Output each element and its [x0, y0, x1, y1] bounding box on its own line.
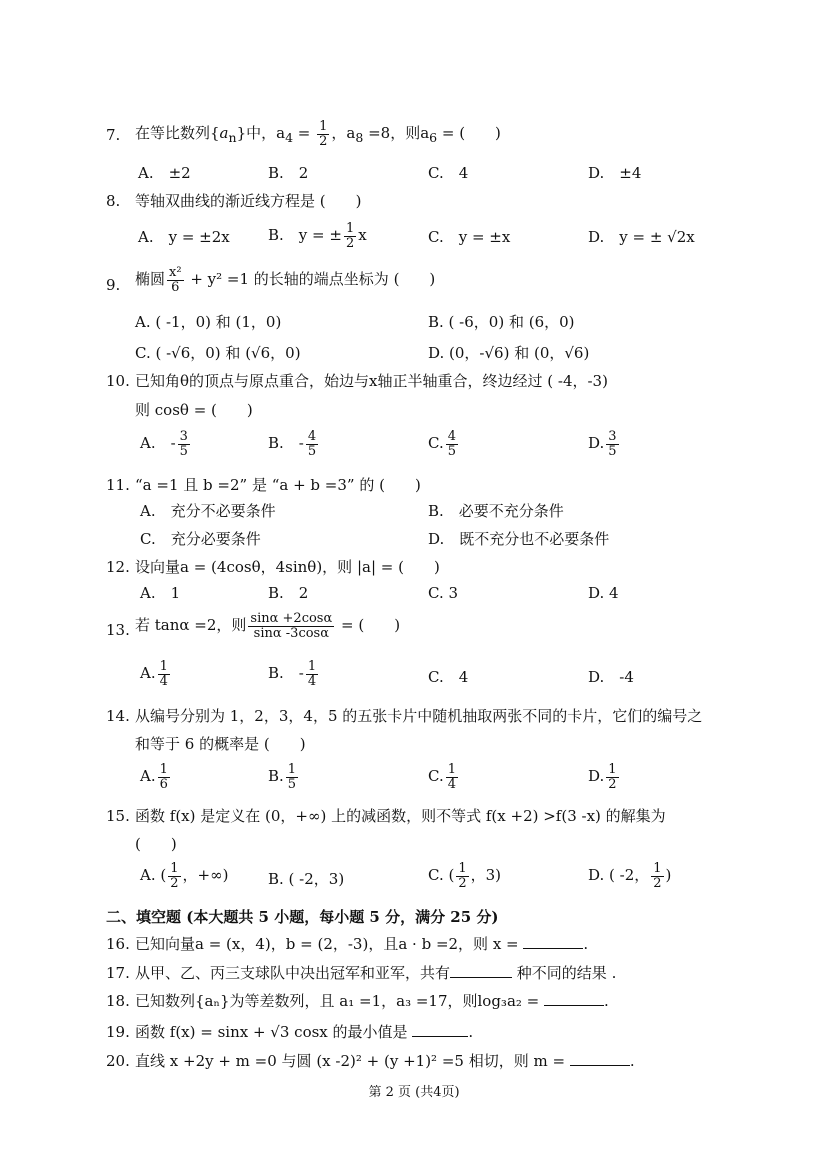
q11-option-a[interactable]: A. 充分不必要条件 [140, 502, 276, 520]
q9-option-b[interactable]: B. ( -6，0) 和 (6，0) [428, 313, 575, 331]
q7-option-c[interactable]: C. 4 [428, 164, 469, 182]
q11-number: 11. [106, 476, 130, 494]
page-footer: 第 2 页 (共4页) [368, 1085, 460, 1100]
q9-option-d[interactable]: D. (0，-√6) 和 (0，√6) [428, 344, 590, 362]
q18-answer-blank[interactable] [544, 1004, 604, 1006]
q13-stem: 若 tanα =2，则 $\frac{\sin\alpha +2\cos\alpha}{\sin\alpha -3\cos\alpha}$ = ( ) [135, 611, 401, 641]
q14-stem-line2: 和等于 6 的概率是 ( ) [135, 735, 306, 753]
q12-option-a[interactable]: A. 1 [140, 584, 181, 602]
q12-number: 12. [106, 558, 130, 576]
q20-stem: 直线 x +2y + m =0 与圆 (x -2)² + (y +1)² =5 相切，则 m = . [135, 1052, 635, 1070]
q15-option-a[interactable]: A. ( $\frac{1}{2}$ ，+∞) [140, 861, 229, 891]
q12-stem: 设向量a = (4cosθ，4sinθ)，则 |a| = ( ) [135, 558, 440, 576]
q11-option-b[interactable]: B. 必要不充分条件 [428, 502, 564, 520]
q16-answer-blank[interactable] [523, 947, 583, 949]
q8-stem: 等轴双曲线的渐近线方程是 ( ) [135, 192, 362, 210]
q14-number: 14. [106, 707, 130, 725]
q13-option-d[interactable]: D. -4 [588, 668, 634, 686]
q15-option-b[interactable]: B. ( -2，3) [268, 870, 345, 888]
q13-option-b[interactable]: B. - $\frac{1}{4}$ [268, 659, 317, 689]
q20-answer-blank[interactable] [570, 1064, 630, 1066]
q13-option-a[interactable]: A. $\frac{1}{4}$ [140, 659, 168, 689]
q14-option-c[interactable]: C. $\frac{1}{4}$ [428, 762, 456, 792]
q9-option-c[interactable]: C. ( -√6，0) 和 (√6，0) [135, 344, 301, 362]
q15-option-c[interactable]: C. ( $\frac{1}{2}$ ，3) [428, 861, 502, 891]
q18-number: 18. [106, 992, 130, 1010]
q10-option-c[interactable]: C. $\frac{4}{5}$ [428, 429, 456, 459]
q10-option-d[interactable]: D. $\frac{3}{5}$ [588, 429, 617, 459]
q10-number: 10. [106, 372, 130, 390]
q20-number: 20. [106, 1052, 130, 1070]
q15-stem-line2: ( ) [135, 835, 177, 853]
q9-number: 9. [106, 276, 121, 294]
q17-number: 17. [106, 964, 130, 982]
q8-option-b[interactable]: B. y = ± $\frac{1}{2}$ x [268, 221, 367, 251]
q19-stem: 函数 f(x) = sinx + √3 cosx 的最小值是 . [135, 1023, 474, 1041]
q10-option-b[interactable]: B. - $\frac{4}{5}$ [268, 429, 317, 459]
q7-number: 7. [106, 126, 121, 144]
q17-stem: 从甲、乙、丙三支球队中决出冠军和亚军，共有 种不同的结果 . [135, 964, 617, 982]
q10-option-a[interactable]: A. - $\frac{3}{5}$ [140, 429, 188, 459]
q8-option-a[interactable]: A. y = ±2x [138, 228, 230, 246]
q19-number: 19. [106, 1023, 130, 1041]
q7-option-d[interactable]: D. ±4 [588, 164, 642, 182]
q16-stem: 已知向量a = (x，4)，b = (2，-3)，且a · b =2，则 x = . [135, 935, 589, 953]
q11-option-d[interactable]: D. 既不充分也不必要条件 [428, 530, 610, 548]
q7-option-a[interactable]: A. ±2 [138, 164, 191, 182]
q15-number: 15. [106, 807, 130, 825]
q8-option-c[interactable]: C. y = ±x [428, 228, 511, 246]
q8-option-d[interactable]: D. y = ± √2x [588, 228, 695, 246]
q14-option-b[interactable]: B. $\frac{1}{5}$ [268, 762, 297, 792]
q18-stem: 已知数列{aₙ}为等差数列，且 a₁ =1，a₃ =17，则log₃a₂ = . [135, 992, 609, 1010]
q11-stem: “a =1 且 b =2” 是 “a + b =3” 的 ( ) [135, 476, 421, 494]
q7-stem: 在等比数列$\{a_n\}$中，$a_4$ = $\frac{1}{2}$ ，$a_8 =8$，则$a_6$ = ( ) [135, 119, 501, 149]
q13-option-c[interactable]: C. 4 [428, 668, 469, 686]
q12-option-c[interactable]: C. 3 [428, 584, 459, 602]
q14-option-a[interactable]: A. $\frac{1}{6}$ [140, 762, 168, 792]
q12-option-b[interactable]: B. 2 [268, 584, 309, 602]
q15-option-d[interactable]: D. ( -2， $\frac{1}{2}$ ) [588, 861, 672, 891]
q14-option-d[interactable]: D. $\frac{1}{2}$ [588, 762, 617, 792]
q16-number: 16. [106, 935, 130, 953]
q11-option-c[interactable]: C. 充分必要条件 [140, 530, 261, 548]
q12-option-d[interactable]: D. 4 [588, 584, 619, 602]
q10-stem: 已知角θ的顶点与原点重合，始边与x轴正半轴重合，终边经过 ( -4，-3) [135, 372, 608, 390]
q7-option-b[interactable]: B. 2 [268, 164, 309, 182]
q19-answer-blank[interactable] [412, 1035, 468, 1037]
q8-number: 8. [106, 192, 121, 210]
section-heading-fill-in: 二、填空题 (本大题共 5 小题，每小题 5 分，满分 25 分) [106, 908, 499, 926]
q9-stem: 椭圆 $\frac{\text{x²}}{6}$ + y² =1 的长轴的端点坐标为 ( ) [135, 265, 436, 295]
q17-answer-blank[interactable] [450, 976, 512, 978]
q14-stem: 从编号分别为 1，2，3，4，5 的五张卡片中随机抽取两张不同的卡片，它们的编号之 [135, 707, 703, 725]
q9-option-a[interactable]: A. ( -1，0) 和 (1，0) [135, 313, 282, 331]
q10-stem-line2: 则 cosθ = ( ) [135, 401, 253, 419]
q15-stem: 函数 f(x) 是定义在 (0，+∞) 上的减函数，则不等式 f(x +2) >f(3 -x) 的解集为 [135, 807, 666, 825]
q13-number: 13. [106, 621, 130, 639]
